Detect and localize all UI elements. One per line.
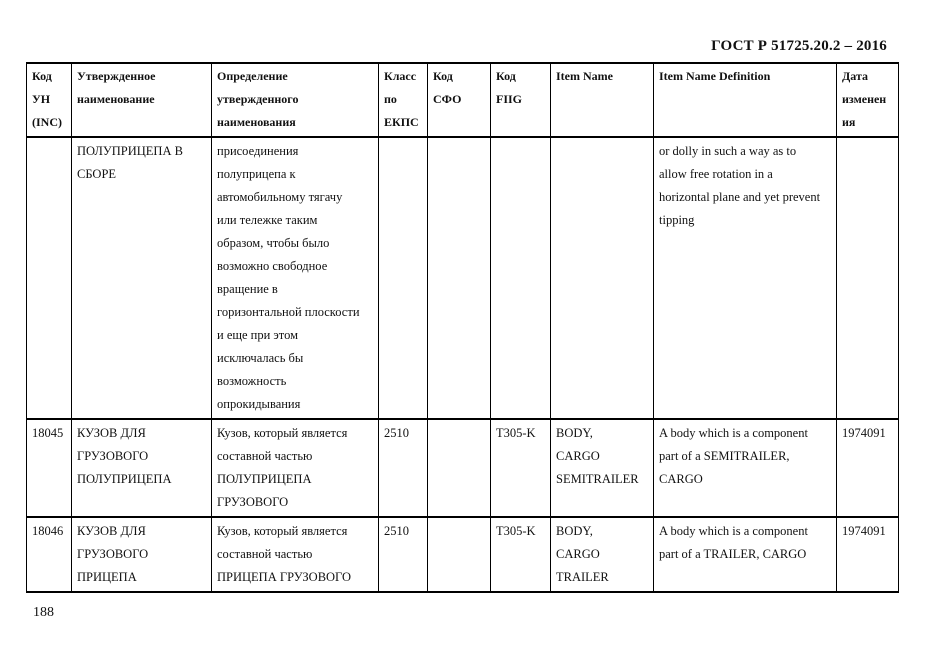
cell-approved-name bbox=[72, 137, 212, 419]
cell-line: СБОРЕ bbox=[77, 167, 117, 181]
cell-line: TRAILER bbox=[556, 570, 609, 584]
cell-ekps-class bbox=[379, 517, 428, 592]
cell-line: ГРУЗОВОГО bbox=[77, 547, 149, 561]
column-header-line: Item Name bbox=[556, 69, 613, 83]
column-header-line: FIIG bbox=[496, 92, 523, 106]
cell-line: 18046 bbox=[32, 524, 64, 538]
column-header-line: наименование bbox=[77, 92, 155, 106]
cell-line: SEMITRAILER bbox=[556, 472, 639, 486]
cell-line: исключалась бы bbox=[217, 351, 304, 365]
column-header-line: ЕКПС bbox=[384, 115, 419, 129]
cell-approved-name bbox=[72, 517, 212, 592]
cell-item-name bbox=[551, 517, 654, 592]
cell-code-un bbox=[27, 517, 72, 592]
cell-code-un bbox=[27, 419, 72, 517]
column-header-sfo-code bbox=[428, 63, 491, 137]
column-header-line: изменен bbox=[842, 92, 887, 106]
column-header-name-definition bbox=[212, 63, 379, 137]
column-header-line: Утвержденное bbox=[77, 69, 156, 83]
cell-line: ПРИЦЕПА bbox=[77, 570, 137, 584]
column-header-line: СФО bbox=[433, 92, 462, 106]
cell-item-name-definition bbox=[654, 137, 837, 419]
cell-line: BODY, bbox=[556, 524, 593, 538]
cell-change-date bbox=[837, 137, 899, 419]
cell-line: составной частью bbox=[217, 547, 313, 561]
cell-line: вращение в bbox=[217, 282, 278, 296]
column-header-ekps-class bbox=[379, 63, 428, 137]
column-header-line: Код bbox=[433, 69, 453, 83]
cell-code-un bbox=[27, 137, 72, 419]
cell-line: Кузов, который является bbox=[217, 524, 348, 538]
cell-line: or dolly in such a way as to bbox=[659, 144, 797, 158]
cell-approved-name bbox=[72, 419, 212, 517]
cell-line: Кузов, который является bbox=[217, 426, 348, 440]
cell-line: tipping bbox=[659, 213, 695, 227]
cell-line: ГРУЗОВОГО bbox=[217, 495, 289, 509]
table-row bbox=[27, 517, 899, 592]
cell-line: и еще при этом bbox=[217, 328, 298, 342]
cell-ekps-class bbox=[379, 419, 428, 517]
cell-line: возможность bbox=[217, 374, 287, 388]
cell-line: CARGO bbox=[659, 472, 703, 486]
cell-name-definition bbox=[212, 137, 379, 419]
cell-line: опрокидывания bbox=[217, 397, 301, 411]
cell-line: возможно свободное bbox=[217, 259, 328, 273]
column-header-line: Класс bbox=[384, 69, 417, 83]
cell-ekps-class bbox=[379, 137, 428, 419]
cell-line: BODY, bbox=[556, 426, 593, 440]
table-row bbox=[27, 137, 899, 419]
cell-sfo-code bbox=[428, 419, 491, 517]
cell-line: 2510 bbox=[384, 426, 409, 440]
document-header: ГОСТ Р 51725.20.2 – 2016 bbox=[711, 38, 887, 54]
cell-line: или тележке таким bbox=[217, 213, 318, 227]
column-header-line: Код bbox=[32, 69, 52, 83]
column-header-approved-name bbox=[72, 63, 212, 137]
column-header-item-name bbox=[551, 63, 654, 137]
cell-line: составной частью bbox=[217, 449, 313, 463]
cell-line: автомобильному тягачу bbox=[217, 190, 343, 204]
column-header-line: Дата bbox=[842, 69, 868, 83]
table-body bbox=[27, 137, 899, 592]
column-header-line: Код bbox=[496, 69, 516, 83]
cell-line: ГРУЗОВОГО bbox=[77, 449, 149, 463]
column-header-line: ия bbox=[842, 115, 856, 129]
cell-item-name-definition bbox=[654, 517, 837, 592]
cell-line: 1974091 bbox=[842, 426, 886, 440]
cell-line: ПОЛУПРИЦЕПА bbox=[77, 472, 172, 486]
cell-line: КУЗОВ ДЛЯ bbox=[77, 524, 146, 538]
cell-line: 18045 bbox=[32, 426, 64, 440]
cell-change-date bbox=[837, 517, 899, 592]
column-header-line: Определение bbox=[217, 69, 288, 83]
cell-line: ПРИЦЕПА ГРУЗОВОГО bbox=[217, 570, 351, 584]
column-header-fiig-code bbox=[491, 63, 551, 137]
column-header-change-date bbox=[837, 63, 899, 137]
table-row bbox=[27, 419, 899, 517]
cell-fiig-code bbox=[491, 517, 551, 592]
cell-line: allow free rotation in a bbox=[659, 167, 773, 181]
cell-line: ПОЛУПРИЦЕПА bbox=[217, 472, 312, 486]
cell-line: part of a SEMITRAILER, bbox=[659, 449, 790, 463]
cell-line: присоединения bbox=[217, 144, 299, 158]
column-header-line: утвержденного bbox=[217, 92, 299, 106]
cell-line: горизонтальной плоскости bbox=[217, 305, 360, 319]
cell-fiig-code bbox=[491, 137, 551, 419]
column-header-line: УН bbox=[32, 92, 51, 106]
specification-table bbox=[26, 62, 899, 593]
cell-fiig-code bbox=[491, 419, 551, 517]
cell-line: CARGO bbox=[556, 547, 600, 561]
cell-item-name-definition bbox=[654, 419, 837, 517]
cell-item-name bbox=[551, 419, 654, 517]
cell-sfo-code bbox=[428, 137, 491, 419]
cell-sfo-code bbox=[428, 517, 491, 592]
column-header-line: Item Name Definition bbox=[659, 69, 771, 83]
column-header-code-un bbox=[27, 63, 72, 137]
cell-line: 1974091 bbox=[842, 524, 886, 538]
cell-line: образом, чтобы было bbox=[217, 236, 330, 250]
cell-line: horizontal plane and yet prevent bbox=[659, 190, 821, 204]
column-header-item-name-definition bbox=[654, 63, 837, 137]
cell-line: CARGO bbox=[556, 449, 600, 463]
cell-line: 2510 bbox=[384, 524, 409, 538]
cell-line: A body which is a component bbox=[659, 524, 808, 538]
cell-line: ПОЛУПРИЦЕПА В bbox=[77, 144, 183, 158]
cell-line: part of a TRAILER, CARGO bbox=[659, 547, 807, 561]
column-header-line: (INC) bbox=[32, 115, 62, 129]
cell-line: T305-K bbox=[496, 426, 536, 440]
cell-item-name bbox=[551, 137, 654, 419]
column-header-line: по bbox=[384, 92, 397, 106]
cell-name-definition bbox=[212, 419, 379, 517]
cell-line: A body which is a component bbox=[659, 426, 808, 440]
cell-line: КУЗОВ ДЛЯ bbox=[77, 426, 146, 440]
cell-line: T305-K bbox=[496, 524, 536, 538]
cell-line: полуприцепа к bbox=[217, 167, 296, 181]
table-header-row bbox=[27, 63, 899, 137]
column-header-line: наименования bbox=[217, 115, 296, 129]
cell-change-date bbox=[837, 419, 899, 517]
page-number: 188 bbox=[33, 605, 54, 620]
cell-name-definition bbox=[212, 517, 379, 592]
